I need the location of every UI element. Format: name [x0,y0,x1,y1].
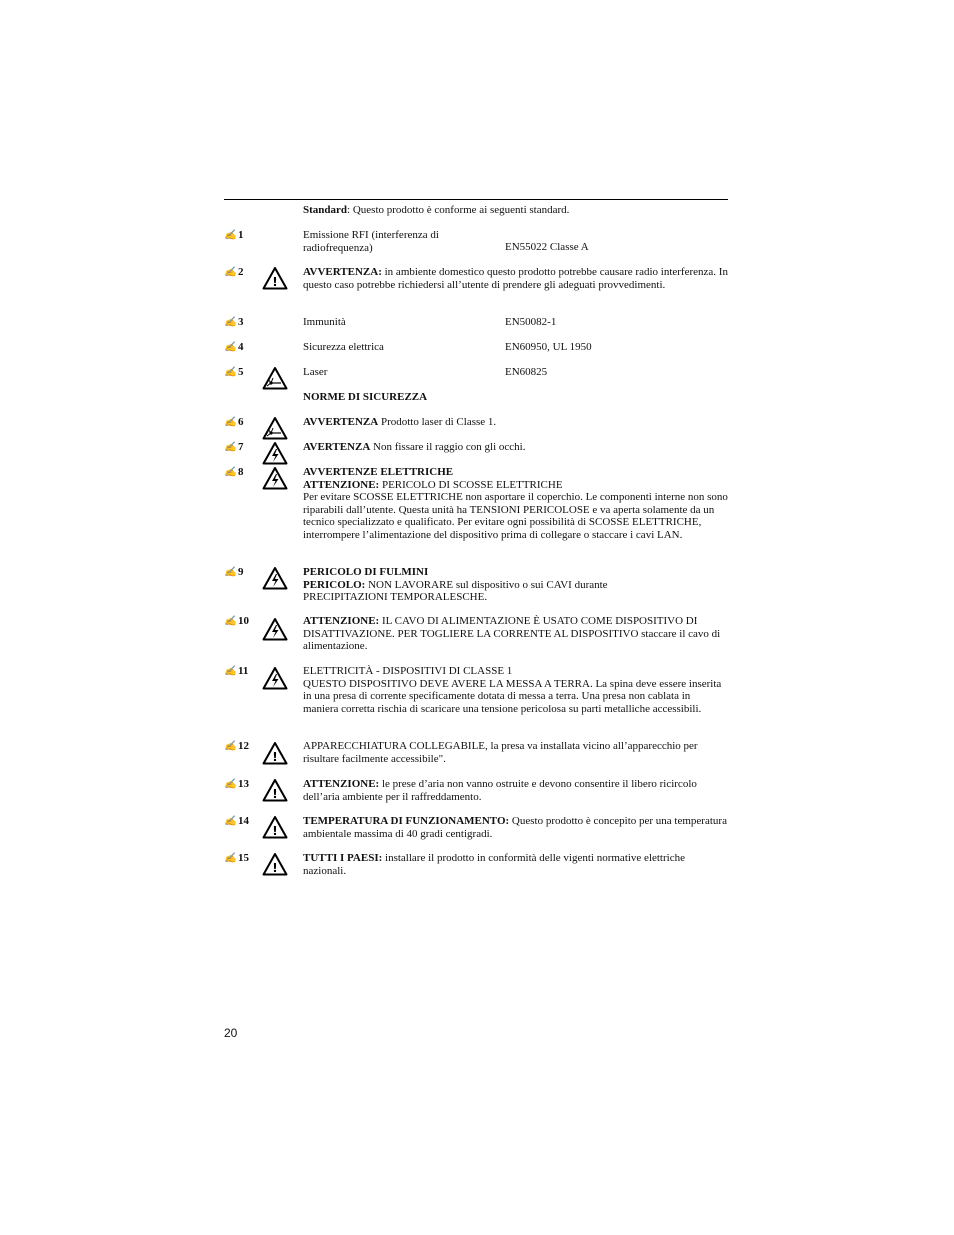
laser-warning-icon [262,366,288,390]
item-label: Laser [303,366,328,378]
item-text: TUTTI I PAESI: installare il prodotto in conformità delle vigenti normative elettriche nazionali. [303,852,685,877]
item-number: ✍ 14 [224,815,249,827]
pointing-hand-icon: ✍ [224,741,237,752]
item-number: ✍ 4 [224,341,244,353]
item-value: EN50082-1 [505,316,557,328]
warning-triangle-icon [262,266,288,290]
item-number: ✍ 10 [224,615,249,627]
item-text: ATTENZIONE: IL CAVO DI ALIMENTAZIONE È USATO COME DISPOSITIVO DI DISATTIVAZIONE. PER TOGLIERE LA CORRENTE AL DISPOSITIVO staccare il cavo di alimentazione. [303,615,721,652]
pointing-hand-icon: ✍ [224,267,237,278]
svg-text:!: ! [272,861,278,875]
item-number: ✍ 6 [224,416,244,428]
pointing-hand-icon: ✍ [224,230,237,241]
item-number: ✍ 2 [224,266,244,278]
pointing-hand-icon: ✍ [224,442,237,453]
item-number: ✍ 11 [224,665,249,677]
page-number: 20 [224,1026,238,1040]
pointing-hand-icon: ✍ [224,853,237,864]
pointing-hand-icon: ✍ [224,467,237,478]
pointing-hand-icon: ✍ [224,317,237,328]
svg-text:!: ! [272,787,278,801]
item-text: ELETTRICITÀ - DISPOSITIVI DI CLASSE 1 QUESTO DISPOSITIVO DEVE AVERE LA MESSA A TERRA. La spina deve essere inserita in una presa di corrente specificamente dotata di messa a terra. Una presa non cablata in maniera corretta rischia di scaricare una tensione pericolosa su parti metalliche accessibili. [303,665,722,715]
item-text: AVVERTENZA: in ambiente domestico questo prodotto potrebbe causare radio interferenza. In questo caso potrebbe richiedersi all’utente di prendere gli adeguati provvedimenti. [303,266,728,291]
electric-hazard-icon [262,466,288,490]
item-text: AVVERTENZE ELETTRICHE ATTENZIONE: PERICOLO DI SCOSSE ELETTRICHE Per evitare SCOSSE ELETTRICHE non asportare il coperchio. Le componenti interne non sono riparabili dall’utente. Questa unità ha TENSIONI PERICOLOSE e va aperta solamente da un tecnico specializzato e qualificato. Per evitare ogni possibilità di SCOSSE ELETTRICHE, interrompere l’alimentazione del dispositivo prima di collegare o staccare i cavi LAN. [303,466,728,541]
warning-triangle-icon [262,741,288,765]
electric-hazard-icon [262,566,288,590]
item-text: AVVERTENZA Prodotto laser di Classe 1. [303,416,497,428]
pointing-hand-icon: ✍ [224,616,237,627]
item-number: ✍ 8 [224,466,244,478]
item-text: PERICOLO DI FULMINI PERICOLO: NON LAVORARE sul dispositivo o sui CAVI durante PRECIPITAZIONI TEMPORALESCHE. [303,566,608,603]
warning-triangle-icon [262,815,288,839]
item-value: EN55022 Classe A [505,241,589,253]
svg-text:!: ! [272,275,278,289]
item-number: ✍ 7 [224,441,244,453]
pointing-hand-icon: ✍ [224,567,237,578]
item-number: ✍ 13 [224,778,249,790]
svg-text:!: ! [272,750,278,764]
item-text: ATTENZIONE: le prese d’aria non vanno ostruite e devono consentire il libero ricircolo dell’aria ambiente per il raffreddamento. [303,778,697,803]
pointing-hand-icon: ✍ [224,779,237,790]
item-label: Sicurezza elettrica [303,341,384,353]
electric-hazard-icon [262,617,288,641]
item-value: EN60950, UL 1950 [505,341,592,353]
item-number: ✍ 12 [224,740,249,752]
item-text: APPARECCHIATURA COLLEGABILE, la presa va installata vicino all’apparecchio per risultare facilmente accessibile". [303,740,698,765]
item-value: EN60825 [505,366,548,378]
item-label: Emissione RFI (interferenza di radiofrequenza) [303,229,439,254]
electric-hazard-icon [262,666,288,690]
pointing-hand-icon: ✍ [224,367,237,378]
item-number: ✍ 15 [224,852,249,864]
top-rule [224,199,728,200]
pointing-hand-icon: ✍ [224,342,237,353]
svg-text:!: ! [272,824,278,838]
standard-intro: Standard: Questo prodotto è conforme ai seguenti standard. [303,204,570,216]
pointing-hand-icon: ✍ [224,666,237,677]
item-number: ✍ 3 [224,316,244,328]
section-heading: NORME DI SICUREZZA [303,391,428,403]
pointing-hand-icon: ✍ [224,816,237,827]
item-number: ✍ 9 [224,566,244,578]
item-label: Immunità [303,316,346,328]
item-number: ✍ 5 [224,366,244,378]
item-number: ✍ 1 [224,229,244,241]
item-text: TEMPERATURA DI FUNZIONAMENTO: Questo prodotto è concepito per una temperatura ambientale massima di 40 gradi centigradi. [303,815,727,840]
electric-hazard-icon [262,441,288,465]
item-text: AVERTENZA Non fissare il raggio con gli occhi. [303,441,526,453]
warning-triangle-icon [262,852,288,876]
laser-warning-icon [262,416,288,440]
warning-triangle-icon [262,778,288,802]
pointing-hand-icon: ✍ [224,417,237,428]
